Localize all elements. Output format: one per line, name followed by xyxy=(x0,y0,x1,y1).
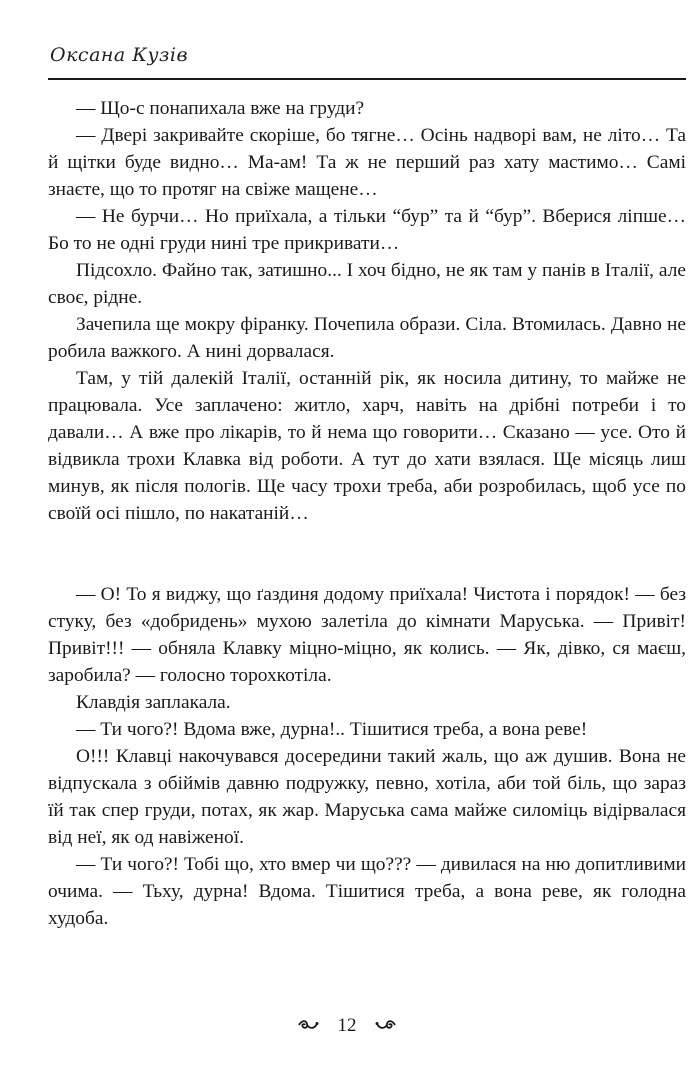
paragraph: — Ти чого?! Тобі що, хто вмер чи що??? — дивилася на ню допитливими очима. — Тьху, дурна! Вдома. Тішитися треба, а вона реве, як голодна худоба. xyxy=(48,854,686,929)
header-rule xyxy=(48,78,686,80)
author-name: Оксана Кузів xyxy=(50,44,188,66)
paragraph: Підсохло. Файно так, затишно... І хоч бідно, не як там у панів в Італії, але своє, рідне. xyxy=(48,260,686,308)
paragraph: — Ти чого?! Вдома вже, дурна!.. Тішитися треба, а вона реве! xyxy=(76,719,588,740)
paragraph: — Двері закривайте скоріше, бо тягне… Осінь надворі вам, не літо… Та й щітки буде видно… Ма-ам! Та ж не перший раз хату мастимо… Самі знаєте, що то протяг на свіже мащене… xyxy=(48,125,686,200)
paragraph: — О! То я виджу, що ґаздиня додому приїхала! Чистота і порядок! — без стуку, без «добридень» мухою залетіла до кімнати Маруська. — Привіт! Привіт!!! — обняла Клавку міцно-міцно, як колись. — Як, дівко, ся маєш, заробила? — голосно торохкотіла. xyxy=(48,584,686,686)
paragraph: — Що-с понапихала вже на груди? xyxy=(76,98,365,119)
body-text xyxy=(48,95,686,932)
ornament-left-icon xyxy=(297,1015,319,1037)
paragraph: Там, у тій далекій Італії, останній рік, як носила дитину, то майже не працювала. Усе заплачено: житло, харч, навіть на дрібні потреби і то давали… А вже про лікарів, то й нема що говорити… Сказано — усе. Ото й відвикла трохи Клавка від роботи. А тут до хати взялася. Ще місяць лиш минув, як після пологів. Ще часу трохи треба, аби розробилась, щоб усе по своїй осі пішло, по накатаній… xyxy=(48,368,686,524)
paragraph: Клавдія заплакала. xyxy=(76,692,231,713)
paragraph: О!!! Клавці накочувався досередини такий жаль, що аж душив. Вона не відпускала з обіймів давню подружку, певно, хотіла, аби той біль, що зараз їй так спер груди, потах, як жар. Маруська сама майже силоміць відірвалася від неї, як од навіженої. xyxy=(48,746,686,848)
page-footer xyxy=(0,1014,694,1037)
page-number: 12 xyxy=(337,1014,357,1036)
ornament-right-icon xyxy=(375,1015,397,1037)
running-header xyxy=(48,44,686,80)
paragraph: — Не бурчи… Но приїхала, а тільки “бур” та й “бур”. Вберися ліпше… Бо то не одні груди нині тре прикривати… xyxy=(48,206,686,254)
paragraph: Зачепила ще мокру фіранку. Почепила образи. Сіла. Втомилась. Давно не робила важкого. А нині дорвалася. xyxy=(48,314,686,362)
